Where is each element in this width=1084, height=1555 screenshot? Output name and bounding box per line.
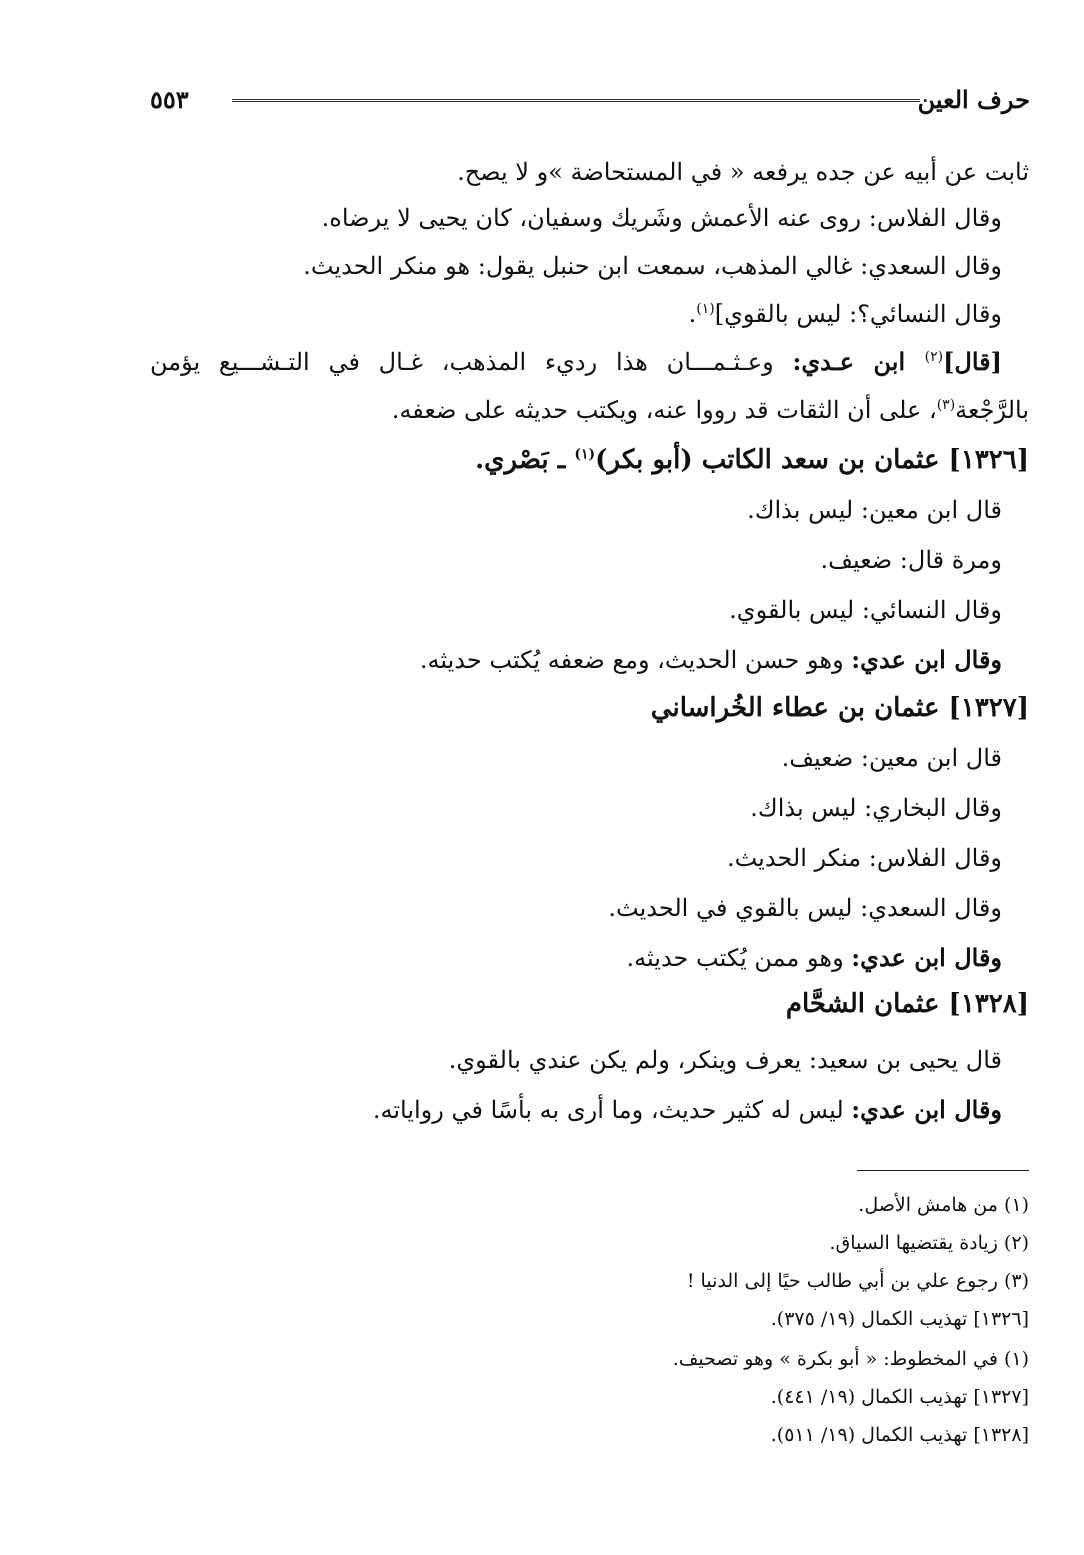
body-line: وقال البخاري: ليس بذاك.: [750, 794, 1002, 822]
body-line: [373, 1090, 1002, 1130]
body-line: قال ابن معين: ضعيف.: [781, 744, 1002, 772]
footnote-ref: (٢): [924, 349, 944, 365]
footnote: (١) من هامش الأصل.: [858, 1194, 1029, 1216]
footnote-ref: (١): [696, 301, 715, 317]
ibn-adi-label: وقال ابن عدي:: [851, 943, 1002, 972]
body-line: [689, 294, 1002, 334]
entry-heading-1328: [١٣٢٨] عثمان الشحَّام: [785, 989, 1029, 1019]
body-line: وقال النسائي: ليس بالقوي.: [729, 596, 1002, 624]
text: .: [688, 300, 697, 328]
text: وعـثـمـــان هذا رديء المذهب، غـال في التـشـــيع يؤمن: [150, 348, 793, 376]
footnote-source: [١٣٢٨] تهذيب الكمال (١٩/ ٥١١).: [770, 1424, 1029, 1446]
ibn-adi-label: ابن عـدي:: [792, 347, 925, 376]
text: ، على أن الثقات قد رووا عنه، ويكتب حديثه على ضعفه.: [391, 396, 937, 424]
footnote: (١) في المخطوط: « أبو بكرة » وهو تصحيف.: [672, 1348, 1029, 1370]
footnote: (٢) زيادة يقتضيها السياق.: [829, 1232, 1029, 1254]
body-line: [420, 640, 1002, 680]
text: بالرَّجْعة: [955, 396, 1029, 424]
running-header: [150, 82, 1030, 122]
text: وهو ممن يُكتب حديثه.: [626, 944, 852, 972]
body-line: وقال السعدي: غالي المذهب، سمعت ابن حنبل يقول: هو منكر الحديث.: [303, 252, 1002, 280]
header-rule: [232, 99, 920, 102]
page-number: ٥٥٣: [150, 85, 189, 114]
footnote-source: [١٣٢٦] تهذيب الكمال (١٩/ ٣٧٥).: [770, 1308, 1029, 1330]
body-line: ثابت عن أبيه عن جده يرفعه « في المستحاضة »و لا يصح.: [457, 158, 1029, 186]
ibn-adi-label: وقال ابن عدي:: [851, 1095, 1002, 1124]
body-line: وقال السعدي: ليس بالقوي في الحديث.: [608, 894, 1002, 922]
body-line: قال ابن معين: ليس بذاك.: [747, 496, 1002, 524]
footnote-ref: (١): [574, 446, 596, 463]
text: وهو حسن الحديث، ومع ضعفه يُكتب حديثه.: [419, 646, 852, 674]
body-line: [392, 390, 1029, 430]
text: وقال النسائي؟: ليس بالقوي]: [714, 300, 1002, 328]
chapter-title: حرف العين: [917, 85, 1030, 114]
entry-title: [١٣٢٦] عثمان بن سعد الكاتب (أبو بكر): [595, 445, 1029, 475]
entry-heading-1326: [475, 440, 1029, 480]
entry-heading-1327: [١٣٢٧] عثمان بن عطاء الخُراساني: [650, 693, 1029, 723]
footnote-rule: [857, 1170, 1029, 1171]
body-line: [150, 342, 1002, 382]
entry-title-end: ـ بَصْري.: [475, 445, 575, 475]
bracket-qala: [قال]: [943, 347, 1003, 376]
body-line: وقال الفلاس: منكر الحديث.: [726, 844, 1002, 872]
body-line: قال يحيى بن سعيد: يعرف وينكر، ولم يكن عندي بالقوي.: [448, 1046, 1002, 1074]
footnote-source: [١٣٢٧] تهذيب الكمال (١٩/ ٤٤١).: [770, 1386, 1029, 1408]
ibn-adi-label: وقال ابن عدي:: [851, 645, 1002, 674]
footnote-ref: (٣): [936, 397, 956, 413]
body-line: ومرة قال: ضعيف.: [820, 546, 1002, 574]
footnote: (٣) رجوع علي بن أبي طالب حيًا إلى الدنيا !: [686, 1270, 1029, 1292]
body-line: [627, 938, 1002, 978]
text: ليس له كثير حديث، وما أرى به بأسًا في رواياته.: [372, 1096, 852, 1124]
body-line: وقال الفلاس: روى عنه الأعمش وشَريك وسفيان، كان يحيى لا يرضاه.: [321, 204, 1002, 232]
